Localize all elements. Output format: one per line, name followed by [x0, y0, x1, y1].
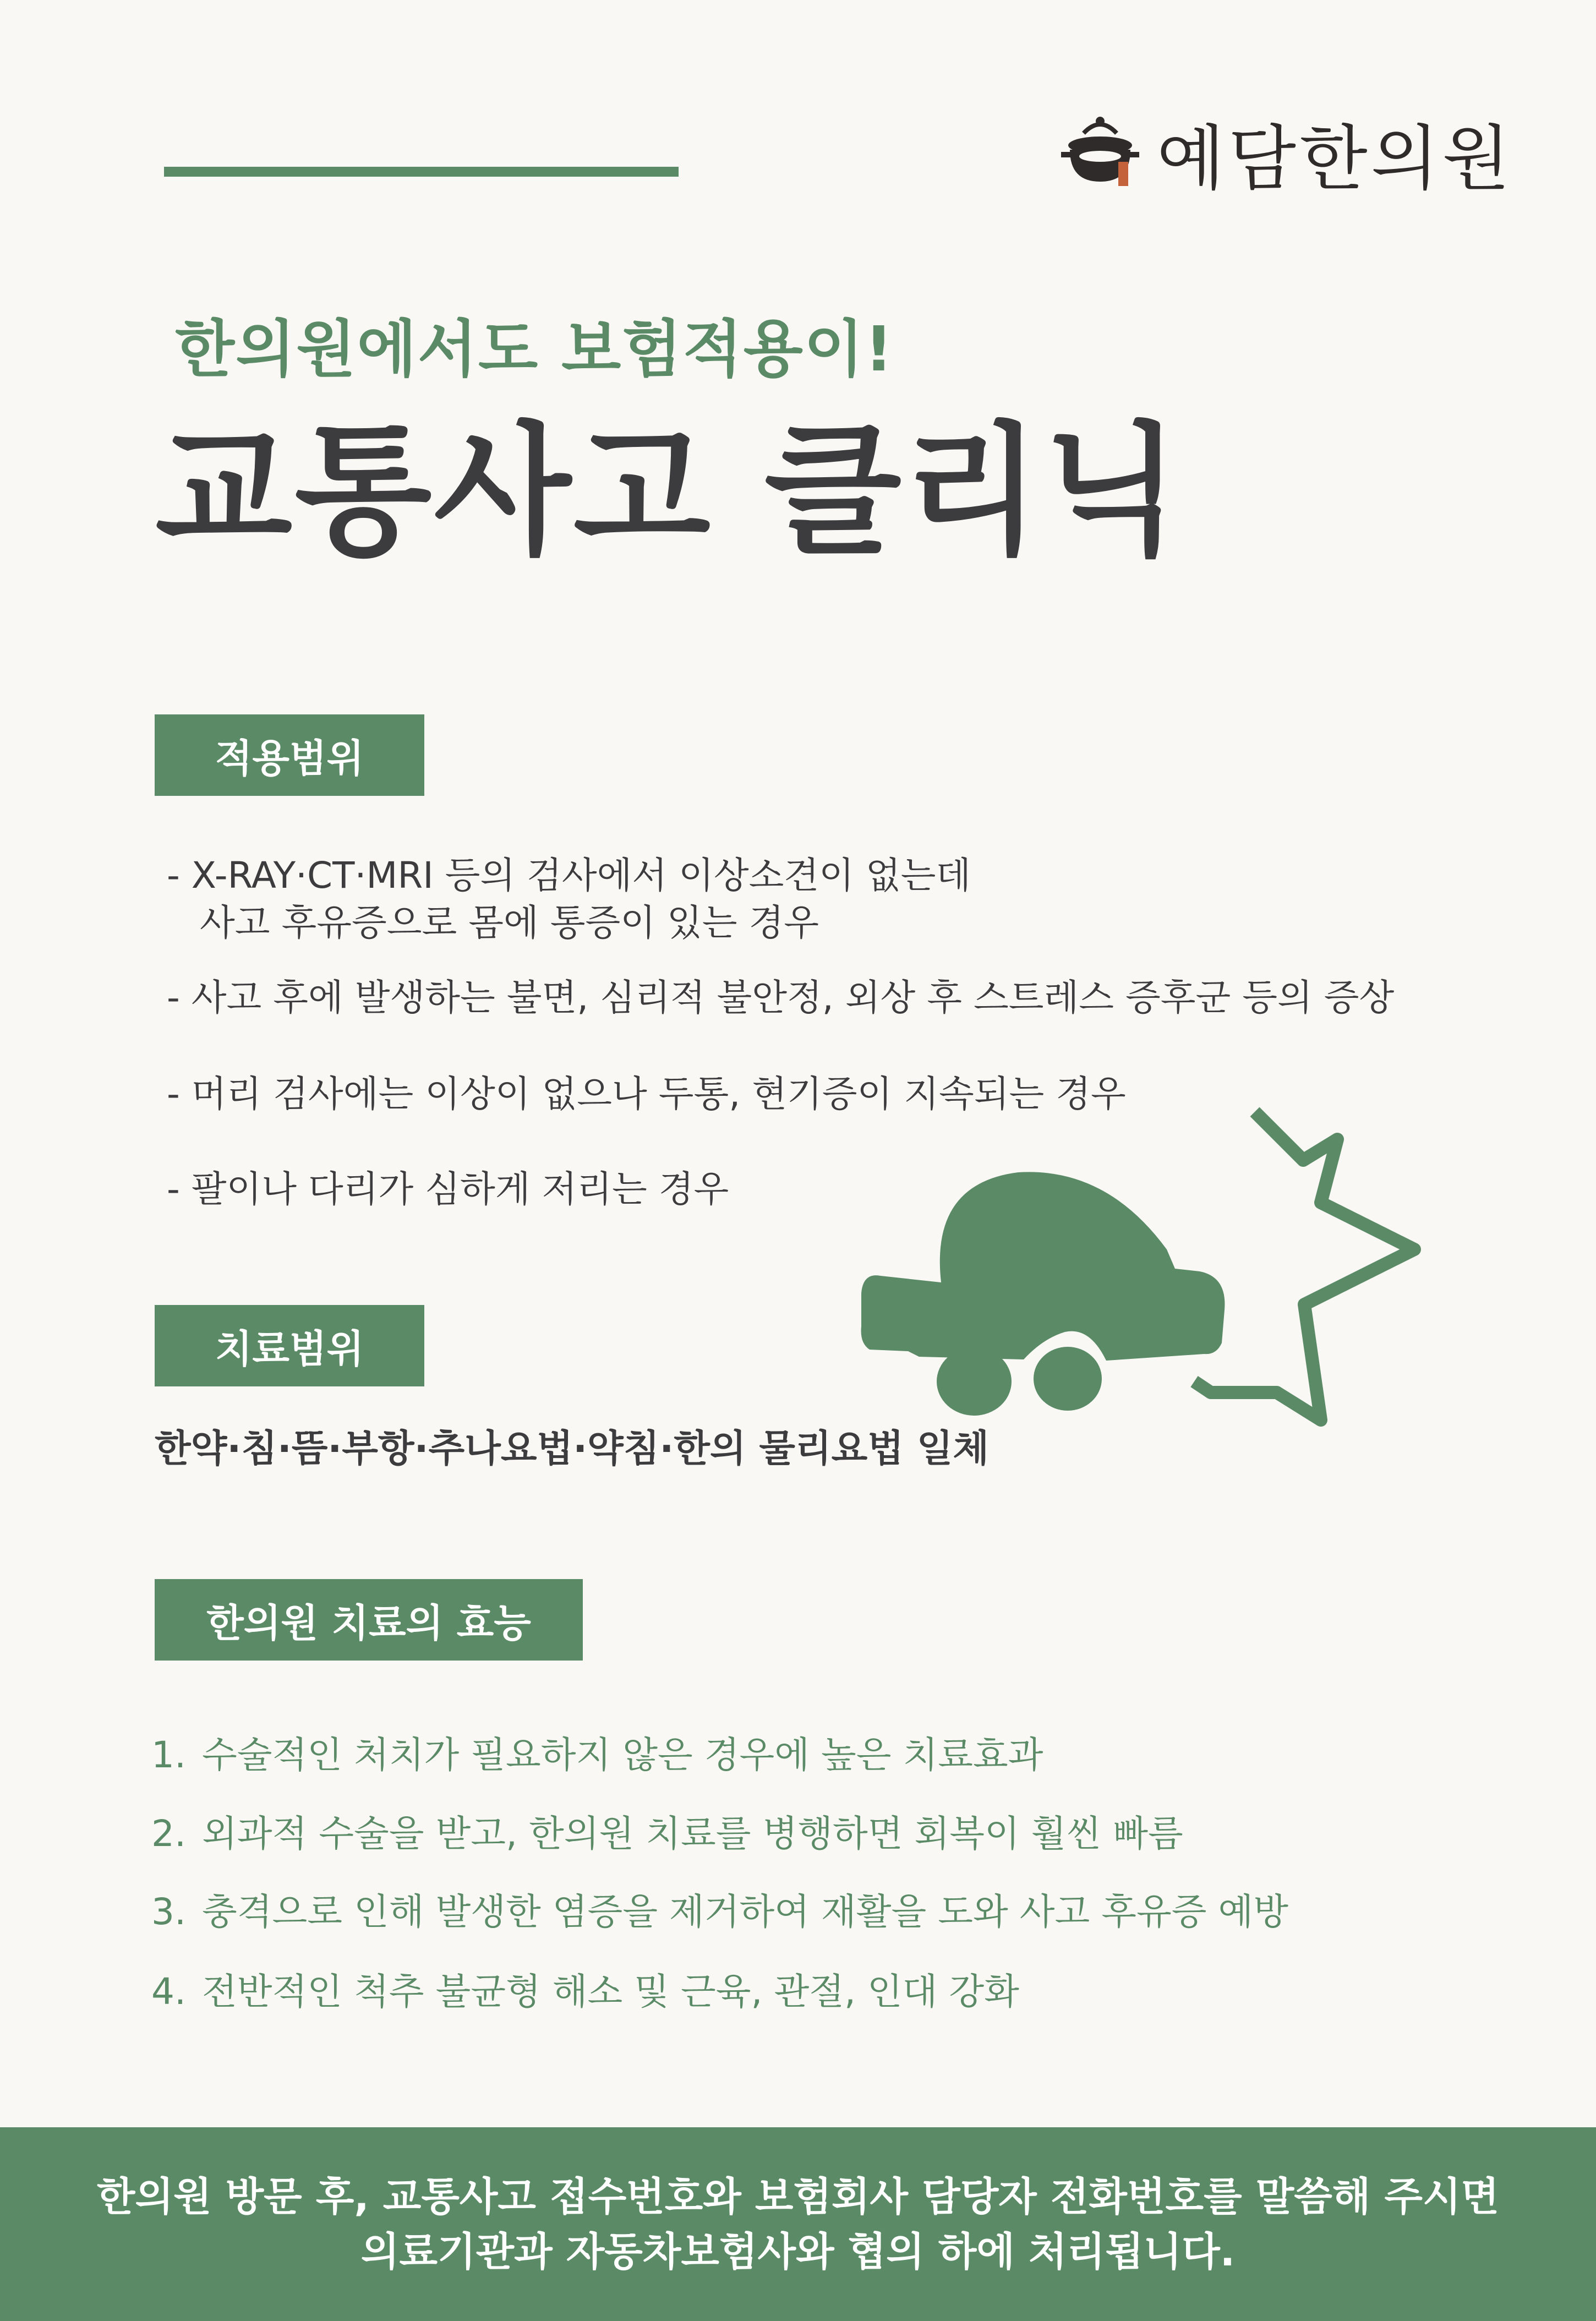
effect-item-1: 1. 수술적인 처치가 필요하지 않은 경우에 높은 치료효과 [151, 1734, 1043, 1776]
therapy-text: 한약·침·뜸·부항·추나요법·약침·한의 물리요법 일체 [155, 1427, 990, 1471]
effect-item-4: 4. 전반적인 척추 불균형 해소 및 근육, 관절, 인대 강화 [151, 1970, 1019, 2013]
clinic-logo [1053, 102, 1513, 203]
pot-icon [1053, 111, 1147, 194]
clinic-name: 예담한의원 [1156, 118, 1513, 200]
effect-item-3: 3. 충격으로 인해 발생한 염증을 제거하여 재활을 도와 사고 후유증 예방 [151, 1891, 1288, 1933]
footer-line-2: 의료기관과 자동차보험사와 협의 하에 처리됩니다. [360, 2229, 1236, 2275]
page-title: 교통사고 클리닉 [155, 409, 1183, 574]
effect-item-2: 2. 외과적 수술을 받고, 한의원 치료를 병행하면 회복이 훨씬 빠름 [151, 1812, 1183, 1855]
scope-item-4: - 팔이나 다리가 심하게 저리는 경우 [167, 1168, 729, 1210]
scope-item-2: - 사고 후에 발생하는 불면, 심리적 불안정, 외상 후 스트레스 증후군 등의 증상 [167, 976, 1395, 1019]
scope-item-1: - X-RAY·CT·MRI 등의 검사에서 이상소견이 없는데 사고 후유증으로 몸에 통증이 있는 경우 [167, 854, 971, 944]
car-crash-illustration [859, 1101, 1535, 1453]
header-accent-line [164, 167, 679, 177]
page-subtitle: 한의원에서도 보험적용이! [175, 314, 894, 385]
therapy-tag: 치료범위 [155, 1305, 424, 1386]
effects-tag: 한의원 치료의 효능 [155, 1579, 583, 1661]
scope-tag: 적용범위 [155, 714, 424, 796]
scope-item-3: - 머리 검사에는 이상이 없으나 두통, 현기증이 지속되는 경우 [167, 1073, 1126, 1115]
footer-line-1: 한의원 방문 후, 교통사고 접수번호와 보험회사 담당자 전화번호를 말씀해 주시면 [96, 2173, 1500, 2220]
footer-notice [0, 2127, 1596, 2321]
